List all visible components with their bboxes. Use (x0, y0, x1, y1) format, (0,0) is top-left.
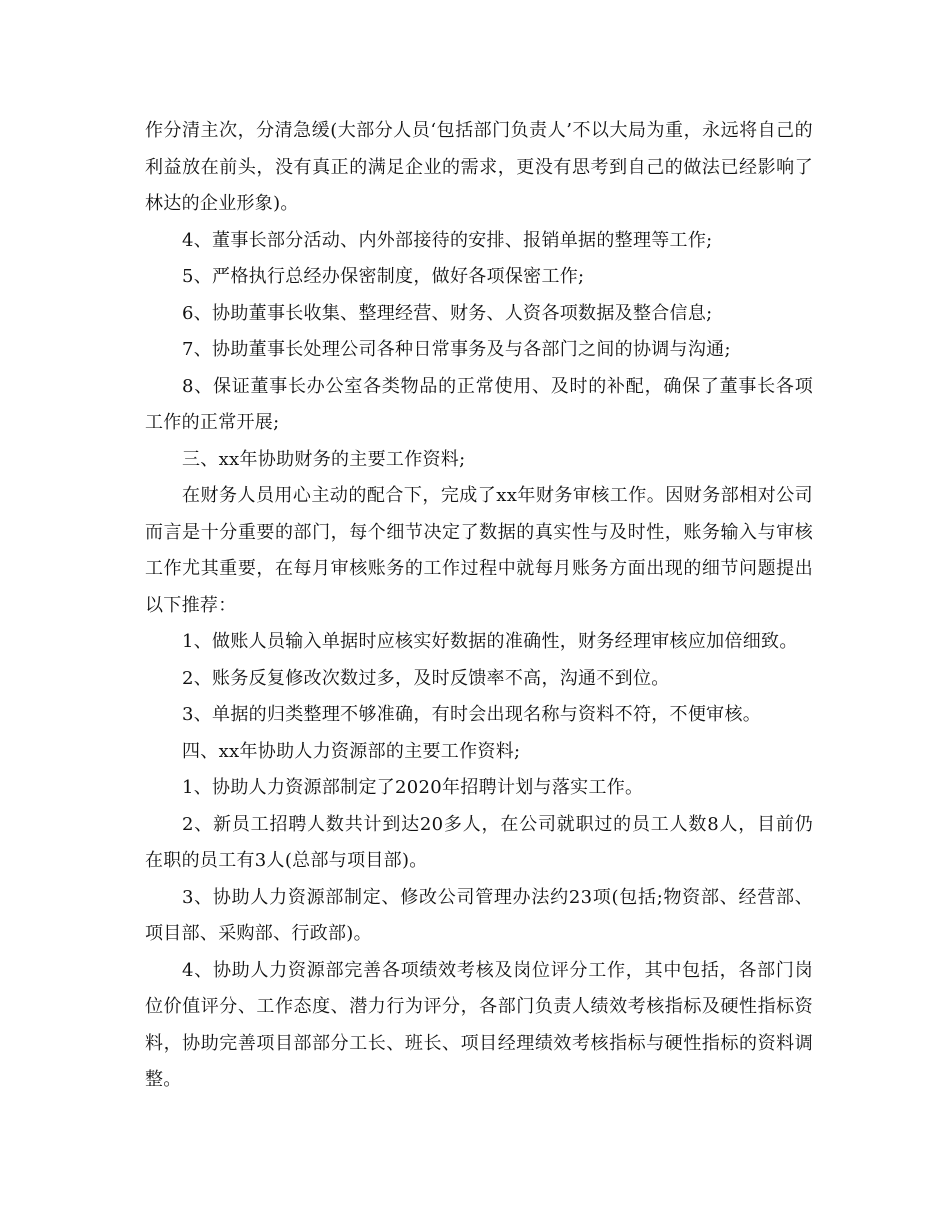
paragraph-11: 3、单据的归类整理不够准确，有时会出现名称与资料不符，不便审核。 (182, 704, 762, 725)
paragraph-3: 5、严格执行总经办保密制度，做好各项保密工作; (182, 266, 585, 287)
document-page (145, 113, 813, 1099)
paragraph-10: 2、账务反复修改次数过多，及时反馈率不高，沟通不到位。 (182, 667, 670, 689)
paragraph-4: 6、协助董事长收集、整理经营、财务、人资各项数据及整合信息; (182, 302, 713, 324)
paragraph-6: 8、保证董事长办公室各类物品的正常使用、及时的补配，确保了董事长各项工作的正常开展; (145, 375, 813, 433)
paragraph-14: 2、新员工招聘人数共计到达20多人，在公司就职过的员工人数8人，目前仍在职的员工有3人(总部与项目部)。 (145, 813, 813, 871)
paragraph-9: 1、做账人员输入单据时应核实好数据的准确性，财务经理审核应加倍细致。 (182, 631, 798, 652)
paragraph-8: 在财务人员用心主动的配合下，完成了xx年财务审核工作。因财务部相对公司而言是十分重要的部门，每个细节决定了数据的真实性与及时性，账务输入与审核工作尤其重要，在每月审核账务的工作过程中就每月账务方面出现的细节问题提出以下推荐： (145, 485, 813, 616)
section-heading-hr: 四、xx年协助人力资源部的主要工作资料; (182, 740, 521, 762)
paragraph-16: 4、协助人力资源部完善各项绩效考核及岗位评分工作，其中包括，各部门岗位价值评分、工作态度、潜力行为评分，各部门负责人绩效考核指标及硬性指标资料，协助完善项目部部分工长、班长、项目经理绩效考核指标与硬性指标的资料调整。 (145, 959, 813, 1090)
paragraph-2: 4、董事长部分活动、内外部接待的安排、报销单据的整理等工作; (182, 229, 713, 251)
section-heading-finance: 三、xx年协助财务的主要工作资料; (182, 448, 466, 470)
paragraph-5: 7、协助董事长处理公司各种日常事务及与各部门之间的协调与沟通; (182, 339, 731, 360)
paragraph-13: 1、协助人力资源部制定了2020年招聘计划与落实工作。 (182, 777, 644, 798)
paragraph-1: 作分清主次，分清急缓(大部分人员‘包括部门负责人’不以大局为重，永远将自己的利益放在前头，没有真正的满足企业的需求，更没有思考到自己的做法已经影响了林达的企业形象)。 (145, 120, 813, 214)
paragraph-15: 3、协助人力资源部制定、修改公司管理办法约23项(包括;物资部、经营部、项目部、采购部、行政部)。 (145, 886, 813, 944)
